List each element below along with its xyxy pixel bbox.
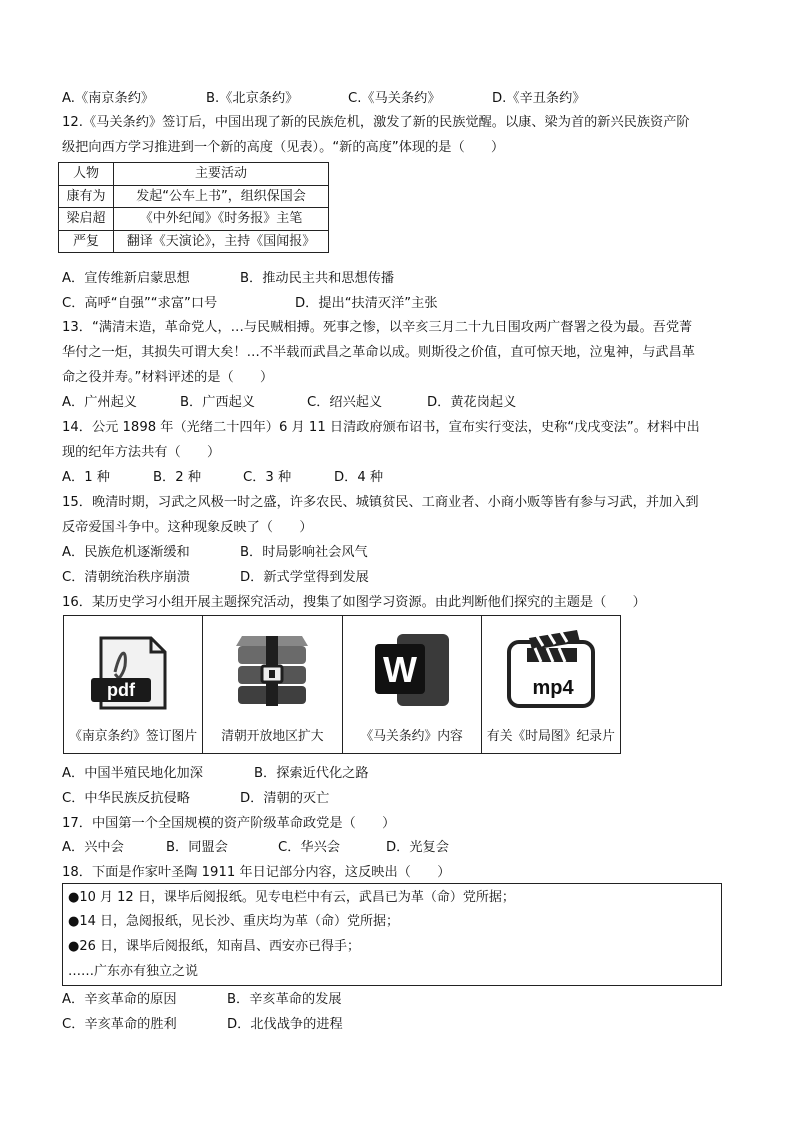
resource-caption: 有关《时局图》纪录片: [486, 729, 615, 745]
q13-options: [62, 395, 517, 410]
q16-resource-panel: [63, 615, 621, 754]
diary-line: ……广东亦有独立之说: [68, 964, 199, 979]
q15-options-row2: [62, 570, 369, 585]
word-icon: [367, 628, 457, 712]
q12-table: [58, 162, 329, 253]
q17-option-c: C．华兴会: [278, 840, 340, 855]
q15-option-d: D．新式学堂得到发展: [240, 570, 369, 585]
q18-diary-box: [62, 883, 722, 986]
q12-stem-line1: 12.《马关条约》签订后，中国出现了新的民族危机，激发了新的民族觉醒。以康、梁为首的新兴民族资产阶: [62, 115, 690, 130]
table-row: [59, 230, 329, 253]
q18-option-b: B．辛亥革命的发展: [227, 992, 342, 1007]
q13-stem-line2: 华付之一炬，其损失可谓大矣！…不半载而武昌之革命以成。则斯役之价值，直可惊天地，泣鬼神，与武昌革: [62, 345, 695, 360]
diary-line: ●14 日，急阅报纸，见长沙、重庆均为革（命）党所据；: [68, 914, 400, 929]
table-header-row: [59, 163, 329, 186]
table-cell: 翻译《天演论》，主持《国闻报》: [114, 230, 329, 253]
q16-option-b: B．探索近代化之路: [254, 766, 369, 781]
q14-option-b: B．2 种: [153, 470, 202, 485]
q12-option-c: C．高呼“自强”“求富”口号: [62, 296, 218, 311]
table-header: 主要活动: [114, 163, 329, 186]
diary-line: ●10 月 12 日，课毕后阅报纸。见专电栏中有云，武昌已为革（命）党所据；: [68, 890, 515, 905]
table-cell: 《中外纪闻》《时务报》主笔: [114, 208, 329, 231]
table-row: [59, 208, 329, 231]
resource-video: [482, 616, 620, 753]
resource-caption: 清朝开放地区扩大: [221, 729, 324, 745]
q12-options-row2: [62, 296, 438, 311]
q18-option-d: D．北伐战争的进程: [227, 1017, 343, 1032]
q15-stem-line2: 反帝爱国斗争中。这种现象反映了（ ）: [62, 520, 313, 535]
mp4-badge: mp4: [532, 677, 574, 699]
q15-stem-line1: 15．晚清时期，习武之风极一时之盛，许多农民、城镇贫民、工商业者、小商小贩等皆有参与习武，并加入到: [62, 495, 699, 510]
q18-stem: 18．下面是作家叶圣陶 1911 年日记部分内容，这反映出（ ）: [62, 865, 451, 880]
q17-option-d: D．光复会: [386, 840, 449, 855]
q12-option-a: A．宣传维新启蒙思想: [62, 271, 190, 286]
q13-option-c: C．绍兴起义: [307, 395, 383, 410]
q17-options: [62, 840, 449, 855]
q14-option-d: D．4 种: [334, 470, 384, 485]
q12-option-d: D．提出“扶清灭洋”主张: [295, 296, 438, 311]
resource-word: [343, 616, 482, 753]
q16-options-row1: [62, 766, 369, 781]
q13-stem-line1: 13．“满清末造，革命党人，…与民贼相搏。死事之惨，以辛亥三月二十九日围攻两广督署之役为最。吾党菁: [62, 320, 693, 335]
q14-stem-line1: 14．公元 1898 年（光绪二十四年）6 月 11 日清政府颁布诏书，宣布实行变法，史称“戊戌变法”。材料中出: [62, 420, 700, 435]
q12-options-row1: [62, 271, 395, 286]
table-cell: 发起“公车上书”，组织保国会: [114, 185, 329, 208]
q12-stem-line2: 级把向西方学习推进到一个新的高度（见表）。“新的高度”体现的是（ ）: [62, 140, 505, 155]
q14-options: [62, 470, 384, 485]
q12-option-b: B．推动民主共和思想传播: [240, 271, 395, 286]
q13-option-a: A．广州起义: [62, 395, 137, 410]
q18-options-row2: [62, 1017, 343, 1032]
resource-archive: [203, 616, 342, 753]
q16-option-d: D．清朝的灭亡: [240, 791, 330, 806]
q17-option-a: A．兴中会: [62, 840, 124, 855]
q14-option-a: A．1 种: [62, 470, 110, 485]
word-badge: W: [382, 649, 417, 690]
pdf-badge: pdf: [107, 680, 136, 700]
video-clapper-icon: [503, 628, 599, 714]
pdf-icon: [87, 628, 179, 712]
q16-option-a: A．中国半殖民地化加深: [62, 766, 203, 781]
q11-option-c: C.《马关条约》: [348, 91, 441, 106]
q15-options-row1: [62, 545, 368, 560]
q16-stem: 16．某历史学习小组开展主题探究活动，搜集了如图学习资源。由此判断他们探究的主题是（ ）: [62, 595, 646, 610]
q11-options: [62, 91, 586, 106]
q13-option-b: B．广西起义: [180, 395, 255, 410]
q18-option-a: A．辛亥革命的原因: [62, 992, 177, 1007]
q15-option-c: C．清朝统治秩序崩溃: [62, 570, 190, 585]
q13-stem-line3: 命之役并寿。”材料评述的是（ ）: [62, 370, 274, 385]
q14-option-c: C．3 种: [243, 470, 292, 485]
q11-option-a: A.《南京条约》: [62, 91, 155, 106]
q11-option-b: B.《北京条约》: [206, 91, 299, 106]
resource-caption: 《南京条约》签订图片: [69, 729, 198, 745]
q17-option-b: B．同盟会: [166, 840, 228, 855]
table-row: [59, 185, 329, 208]
table-cell: 严复: [59, 230, 114, 253]
table-cell: 梁启超: [59, 208, 114, 231]
resource-pdf: [64, 616, 203, 753]
q16-option-c: C．中华民族反抗侵略: [62, 791, 190, 806]
archive-icon: [232, 628, 312, 712]
diary-line: ●26 日，课毕后阅报纸，知南昌、西安亦已得手；: [68, 939, 361, 954]
table-cell: 康有为: [59, 185, 114, 208]
table-header: 人物: [59, 163, 114, 186]
q11-option-d: D.《辛丑条约》: [492, 91, 586, 106]
q18-option-c: C．辛亥革命的胜利: [62, 1017, 177, 1032]
resource-caption: 《马关条约》内容: [360, 729, 463, 745]
q13-option-d: D．黄花岗起义: [427, 395, 517, 410]
q18-options-row1: [62, 992, 342, 1007]
q17-stem: 17．中国第一个全国规模的资产阶级革命政党是（ ）: [62, 816, 396, 831]
q14-stem-line2: 现的纪年方法共有（ ）: [62, 445, 221, 460]
q15-option-a: A．民族危机逐渐缓和: [62, 545, 190, 560]
q15-option-b: B．时局影响社会风气: [240, 545, 368, 560]
q16-options-row2: [62, 791, 330, 806]
